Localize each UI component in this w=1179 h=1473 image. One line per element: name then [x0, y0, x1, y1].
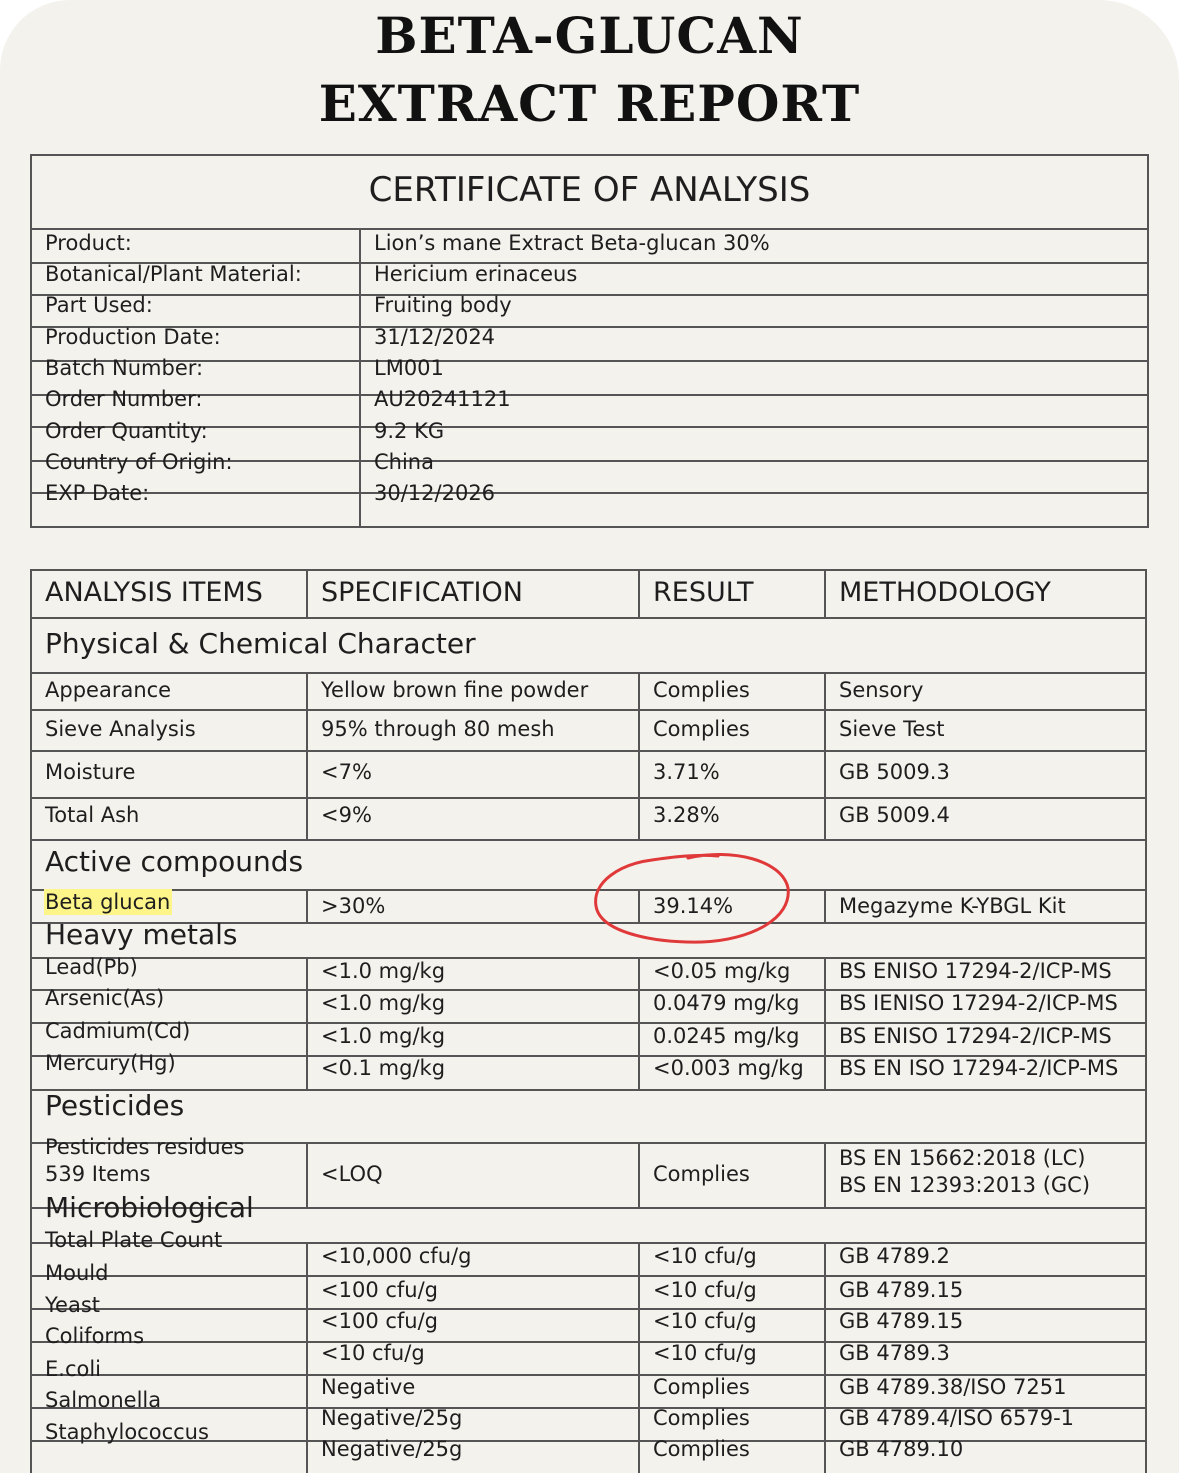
cert-value-production-date: 31/12/2024 — [374, 325, 496, 349]
method-cadmium: BS ENISO 17294-2/ICP-MS — [839, 1024, 1112, 1048]
cert-label-product: Product: — [45, 231, 132, 255]
method-micro-3: GB 4789.15 — [839, 1309, 964, 1333]
result-micro-5: Complies — [653, 1375, 750, 1399]
item-sieve-analysis: Sieve Analysis — [45, 717, 196, 741]
item-mould: Mould — [45, 1261, 109, 1285]
cert-label-order-number: Order Number: — [45, 387, 203, 411]
section-microbiological: Microbiological — [45, 1191, 254, 1224]
method-lead: BS ENISO 17294-2/ICP-MS — [839, 959, 1112, 983]
item-yeast: Yeast — [45, 1293, 101, 1317]
result-total-ash: 3.28% — [653, 803, 720, 827]
item-salmonella: Salmonella — [45, 1388, 162, 1412]
result-mercury: <0.003 mg/kg — [653, 1056, 804, 1080]
method-total-ash: GB 5009.4 — [839, 803, 950, 827]
result-appearance: Complies — [653, 678, 750, 702]
method-sieve-analysis: Sieve Test — [839, 717, 945, 741]
result-pesticides: Complies — [653, 1162, 750, 1186]
cert-value-country: China — [374, 450, 434, 474]
cert-value-exp-date: 30/12/2026 — [374, 481, 496, 505]
spec-micro-2: <100 cfu/g — [321, 1278, 439, 1302]
item-moisture: Moisture — [45, 760, 136, 784]
section-active-compounds: Active compounds — [45, 845, 304, 878]
result-micro-7: Complies — [653, 1437, 750, 1461]
spec-micro-7: Negative/25g — [321, 1437, 463, 1461]
cert-value-batch-number: LM001 — [374, 356, 444, 380]
spec-arsenic: <1.0 mg/kg — [321, 991, 446, 1015]
item-beta-glucan: Beta glucan — [45, 890, 171, 914]
method-micro-1: GB 4789.2 — [839, 1244, 950, 1268]
item-total-plate-count: Total Plate Count — [45, 1228, 223, 1252]
result-lead: <0.05 mg/kg — [653, 959, 791, 983]
spec-total-ash: <9% — [321, 803, 372, 827]
column-header-methodology: METHODOLOGY — [839, 577, 1051, 608]
spec-pesticides: <LOQ — [321, 1162, 383, 1186]
spec-appearance: Yellow brown fine powder — [321, 678, 589, 702]
method-micro-7: GB 4789.10 — [839, 1437, 964, 1461]
item-staphylococcus: Staphylococcus — [45, 1420, 209, 1444]
item-ecoli: E.coli — [45, 1357, 102, 1381]
cert-label-country: Country of Origin: — [45, 450, 233, 474]
method-mercury: BS EN ISO 17294-2/ICP-MS — [839, 1056, 1119, 1080]
cert-value-order-number: AU20241121 — [374, 387, 511, 411]
section-heavy-metals: Heavy metals — [45, 918, 238, 951]
cert-label-botanical: Botanical/Plant Material: — [45, 262, 302, 286]
spec-moisture: <7% — [321, 760, 372, 784]
method-micro-4: GB 4789.3 — [839, 1341, 950, 1365]
red-circle-annotation — [592, 842, 792, 946]
result-arsenic: 0.0479 mg/kg — [653, 991, 800, 1015]
spec-micro-5: Negative — [321, 1375, 416, 1399]
column-header-items: ANALYSIS ITEMS — [45, 577, 263, 608]
spec-sieve-analysis: 95% through 80 mesh — [321, 717, 555, 741]
method-arsenic: BS IENISO 17294-2/ICP-MS — [839, 991, 1118, 1015]
method-micro-6: GB 4789.4/ISO 6579-1 — [839, 1406, 1075, 1430]
spec-micro-1: <10,000 cfu/g — [321, 1244, 472, 1268]
column-header-result: RESULT — [653, 577, 754, 608]
cert-value-order-quantity: 9.2 KG — [374, 419, 445, 443]
result-beta-glucan: 39.14% — [653, 894, 734, 918]
item-pesticides-residues: Pesticides residues — [45, 1135, 245, 1159]
item-total-ash: Total Ash — [45, 803, 140, 827]
item-lead: Lead(Pb) — [45, 955, 138, 979]
report-title-line-1: BETA-GLUCAN — [375, 6, 804, 65]
item-appearance: Appearance — [45, 678, 172, 702]
result-sieve-analysis: Complies — [653, 717, 750, 741]
item-pesticides-count: 539 Items — [45, 1162, 151, 1186]
cert-label-order-quantity: Order Quantity: — [45, 419, 208, 443]
section-pesticides: Pesticides — [45, 1089, 185, 1122]
column-header-specification: SPECIFICATION — [321, 577, 523, 608]
method-beta-glucan: Megazyme K-YBGL Kit — [839, 894, 1066, 918]
result-micro-3: <10 cfu/g — [653, 1309, 757, 1333]
spec-cadmium: <1.0 mg/kg — [321, 1024, 446, 1048]
spec-lead: <1.0 mg/kg — [321, 959, 446, 983]
cert-label-part-used: Part Used: — [45, 293, 153, 317]
result-micro-6: Complies — [653, 1406, 750, 1430]
cert-value-product: Lion’s mane Extract Beta-glucan 30% — [374, 231, 770, 255]
method-micro-5: GB 4789.38/ISO 7251 — [839, 1375, 1067, 1399]
result-moisture: 3.71% — [653, 760, 720, 784]
result-micro-2: <10 cfu/g — [653, 1278, 757, 1302]
cert-label-exp-date: EXP Date: — [45, 481, 150, 505]
cert-label-production-date: Production Date: — [45, 325, 221, 349]
spec-micro-6: Negative/25g — [321, 1406, 463, 1430]
result-micro-1: <10 cfu/g — [653, 1244, 757, 1268]
spec-micro-3: <100 cfu/g — [321, 1309, 439, 1333]
item-mercury: Mercury(Hg) — [45, 1051, 176, 1075]
spec-beta-glucan: >30% — [321, 894, 386, 918]
cert-label-batch-number: Batch Number: — [45, 356, 204, 380]
item-cadmium: Cadmium(Cd) — [45, 1019, 191, 1043]
spec-micro-4: <10 cfu/g — [321, 1341, 425, 1365]
section-physical-chemical: Physical & Chemical Character — [45, 627, 476, 660]
report-title-line-2: EXTRACT REPORT — [318, 74, 861, 133]
method-moisture: GB 5009.3 — [839, 760, 950, 784]
item-arsenic: Arsenic(As) — [45, 986, 165, 1010]
item-coliforms: Coliforms — [45, 1324, 145, 1348]
method-micro-2: GB 4789.15 — [839, 1278, 964, 1302]
spec-mercury: <0.1 mg/kg — [321, 1056, 446, 1080]
cert-value-botanical: Hericium erinaceus — [374, 262, 578, 286]
result-micro-4: <10 cfu/g — [653, 1341, 757, 1365]
method-appearance: Sensory — [839, 678, 924, 702]
cert-value-part-used: Fruiting body — [374, 293, 512, 317]
certificate-heading: CERTIFICATE OF ANALYSIS — [368, 170, 811, 210]
result-cadmium: 0.0245 mg/kg — [653, 1024, 800, 1048]
method-pesticides-lc: BS EN 15662:2018 (LC) — [839, 1146, 1086, 1170]
method-pesticides-gc: BS EN 12393:2013 (GC) — [839, 1173, 1091, 1197]
